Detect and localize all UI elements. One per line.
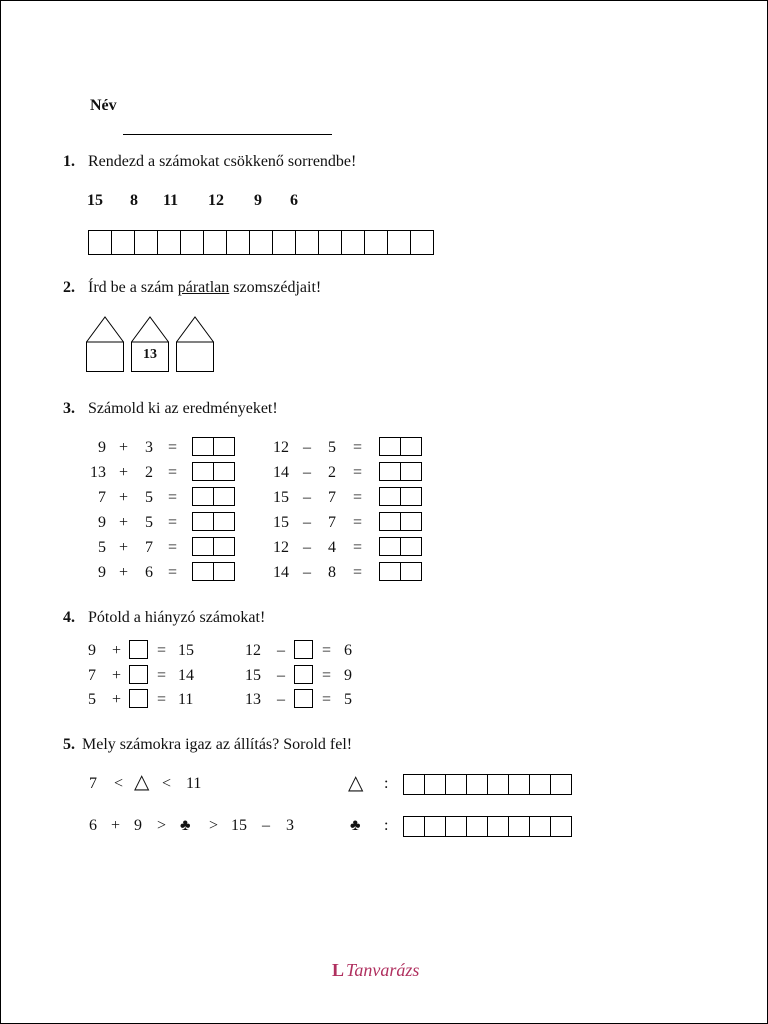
task5-text: Mely számokra igaz az állítás? Sorold fel! — [82, 736, 353, 753]
t3-answer-box[interactable] — [192, 562, 235, 581]
task1-number-item: 11 — [163, 192, 179, 209]
t5-line2-a: 6 — [89, 817, 97, 834]
t3-left-b: 2 — [145, 464, 153, 481]
t3-right-b: 2 — [328, 464, 336, 481]
answer-cell[interactable] — [403, 816, 425, 837]
task1-number-item: 6 — [290, 192, 298, 209]
answer-cell[interactable] — [487, 774, 509, 795]
t3-right-op: – — [303, 514, 311, 531]
t3-answer-box[interactable] — [379, 437, 422, 456]
club-answer-boxes[interactable] — [403, 816, 572, 837]
t3-right-op: – — [303, 489, 311, 506]
triangle-icon: △ — [134, 771, 150, 793]
task5-number: 5. — [63, 736, 75, 753]
task2-text-after: szomszédjait! — [229, 279, 322, 296]
t3-answer-box[interactable] — [192, 537, 235, 556]
t3-left-b: 7 — [145, 539, 153, 556]
t4-left-eq: = — [157, 667, 167, 684]
task1-text: Rendezd a számokat csökkenő sorrendbe! — [88, 153, 357, 170]
t3-right-a: 12 — [273, 439, 289, 456]
t3-right-b: 5 — [328, 439, 336, 456]
t4-right-op: – — [277, 691, 285, 708]
t3-answer-box[interactable] — [192, 487, 235, 506]
t4-right-r: 5 — [344, 691, 352, 708]
answer-cell[interactable] — [445, 774, 467, 795]
t3-right-eq: = — [353, 464, 363, 481]
task1-answer-boxes[interactable] — [88, 230, 434, 255]
triangle-label-icon: △ — [348, 772, 364, 794]
t4-missing-box[interactable] — [294, 689, 313, 710]
answer-cell[interactable] — [318, 230, 342, 255]
t4-right-eq: = — [322, 667, 332, 684]
t3-right-b: 7 — [328, 514, 336, 531]
t3-left-op: + — [119, 564, 129, 581]
t4-left-eq: = — [157, 691, 167, 708]
t4-right-r: 9 — [344, 667, 352, 684]
task3-text: Számold ki az eredményeket! — [88, 400, 278, 417]
t3-right-op: – — [303, 464, 311, 481]
t5-line2-gt1: > — [157, 817, 167, 834]
answer-cell[interactable] — [134, 230, 158, 255]
task2-text — [88, 279, 321, 297]
answer-cell[interactable] — [410, 230, 434, 255]
answer-cell[interactable] — [466, 816, 488, 837]
t4-left-r: 15 — [178, 642, 194, 659]
t4-right-a: 12 — [245, 642, 261, 659]
answer-cell[interactable] — [508, 774, 530, 795]
t4-right-eq: = — [322, 691, 332, 708]
answer-cell[interactable] — [466, 774, 488, 795]
t3-left-eq: = — [168, 439, 178, 456]
t3-answer-box[interactable] — [192, 437, 235, 456]
t3-right-a: 14 — [273, 564, 289, 581]
t5-line1-colon: : — [384, 775, 389, 792]
t5-line2-c: 15 — [231, 817, 247, 834]
t3-right-a: 12 — [273, 539, 289, 556]
t3-answer-box[interactable] — [379, 512, 422, 531]
t3-left-b: 3 — [145, 439, 153, 456]
t3-left-eq: = — [168, 539, 178, 556]
t4-right-op: – — [277, 642, 285, 659]
t3-left-a: 5 — [98, 539, 106, 556]
t3-left-op: + — [119, 539, 129, 556]
task1-number-item: 9 — [254, 192, 262, 209]
answer-cell[interactable] — [203, 230, 227, 255]
answer-cell[interactable] — [295, 230, 319, 255]
t4-left-op: + — [112, 667, 122, 684]
t4-left-op: + — [112, 691, 122, 708]
t5-line1-lt1: < — [114, 775, 124, 792]
club-icon: ♣ — [180, 817, 191, 834]
t3-answer-box[interactable] — [379, 487, 422, 506]
name-label: Név — [90, 97, 117, 114]
t5-line1-b: 11 — [186, 775, 202, 792]
t4-left-r: 11 — [178, 691, 194, 708]
t3-right-a: 15 — [273, 514, 289, 531]
answer-cell[interactable] — [529, 816, 551, 837]
t4-missing-box[interactable] — [129, 689, 148, 710]
t3-left-a: 13 — [90, 464, 106, 481]
t3-left-op: + — [119, 439, 129, 456]
task1-number-item: 15 — [87, 192, 103, 209]
t3-left-a: 9 — [98, 439, 106, 456]
triangle-answer-boxes[interactable] — [403, 774, 572, 795]
t3-answer-box[interactable] — [379, 562, 422, 581]
t3-right-op: – — [303, 439, 311, 456]
t4-right-a: 13 — [245, 691, 261, 708]
t4-right-r: 6 — [344, 642, 352, 659]
t3-right-a: 14 — [273, 464, 289, 481]
club-label-icon: ♣ — [350, 817, 361, 834]
answer-cell[interactable] — [88, 230, 112, 255]
t3-left-a: 9 — [98, 564, 106, 581]
task2-number: 2. — [63, 279, 75, 296]
t5-line2-gt2: > — [209, 817, 219, 834]
t3-left-eq: = — [168, 514, 178, 531]
answer-cell[interactable] — [487, 816, 509, 837]
t4-left-r: 14 — [178, 667, 194, 684]
house-right[interactable] — [176, 316, 214, 372]
t3-right-op: – — [303, 564, 311, 581]
answer-cell[interactable] — [111, 230, 135, 255]
t4-left-op: + — [112, 642, 122, 659]
t3-right-eq: = — [353, 489, 363, 506]
t5-line2-b: 9 — [134, 817, 142, 834]
answer-cell[interactable] — [341, 230, 365, 255]
t3-left-b: 5 — [145, 489, 153, 506]
t3-answer-box[interactable] — [379, 462, 422, 481]
t3-left-b: 5 — [145, 514, 153, 531]
task2-text-underlined: páratlan — [177, 279, 230, 296]
t4-left-a: 9 — [88, 642, 96, 659]
task1-number: 1. — [63, 153, 75, 170]
t4-right-a: 15 — [245, 667, 261, 684]
t3-left-eq: = — [168, 464, 178, 481]
t4-right-op: – — [277, 667, 285, 684]
t4-missing-box[interactable] — [129, 665, 148, 686]
t3-right-eq: = — [353, 439, 363, 456]
t3-right-op: – — [303, 539, 311, 556]
t3-right-eq: = — [353, 539, 363, 556]
answer-cell[interactable] — [387, 230, 411, 255]
t3-right-a: 15 — [273, 489, 289, 506]
task1-number-item: 8 — [130, 192, 138, 209]
t5-line1-lt2: < — [162, 775, 172, 792]
t5-line2-op: + — [111, 817, 121, 834]
t3-left-op: + — [119, 489, 129, 506]
t5-line2-op2: – — [262, 817, 270, 834]
t3-right-b: 7 — [328, 489, 336, 506]
t3-right-b: 8 — [328, 564, 336, 581]
house-middle-number: 13 — [143, 347, 157, 362]
answer-cell[interactable] — [508, 816, 530, 837]
task2-text-before: Írd be a szám — [88, 279, 178, 296]
house-middle — [131, 316, 169, 372]
t3-right-b: 4 — [328, 539, 336, 556]
answer-cell[interactable] — [364, 230, 388, 255]
t4-missing-box[interactable] — [129, 640, 148, 661]
t4-left-a: 5 — [88, 691, 96, 708]
t3-answer-box[interactable] — [379, 537, 422, 556]
answer-cell[interactable] — [424, 816, 446, 837]
task4-text: Pótold a hiányzó számokat! — [88, 609, 266, 626]
answer-cell[interactable] — [272, 230, 296, 255]
answer-cell[interactable] — [445, 816, 467, 837]
logo-text: Tanvarázs — [346, 960, 420, 980]
t3-left-op: + — [119, 464, 129, 481]
answer-cell[interactable] — [403, 774, 425, 795]
answer-cell[interactable] — [157, 230, 181, 255]
t5-line2-colon: : — [384, 817, 389, 834]
t4-left-a: 7 — [88, 667, 96, 684]
answer-cell[interactable] — [180, 230, 204, 255]
task4-number: 4. — [63, 609, 75, 626]
answer-cell[interactable] — [550, 816, 572, 837]
t4-right-eq: = — [322, 642, 332, 659]
t4-left-eq: = — [157, 642, 167, 659]
task1-number-item: 12 — [208, 192, 224, 209]
t3-left-a: 7 — [98, 489, 106, 506]
house-left[interactable] — [86, 316, 124, 372]
t3-left-op: + — [119, 514, 129, 531]
answer-cell[interactable] — [249, 230, 273, 255]
answer-cell[interactable] — [424, 774, 446, 795]
answer-cell[interactable] — [550, 774, 572, 795]
t3-right-eq: = — [353, 514, 363, 531]
t4-missing-box[interactable] — [294, 640, 313, 661]
t5-line2-d: 3 — [286, 817, 294, 834]
t3-left-b: 6 — [145, 564, 153, 581]
logo-mark: L — [332, 960, 345, 980]
t3-left-a: 9 — [98, 514, 106, 531]
tanvarazs-logo — [332, 960, 419, 981]
t4-missing-box[interactable] — [294, 665, 313, 686]
t3-left-eq: = — [168, 564, 178, 581]
t3-right-eq: = — [353, 564, 363, 581]
t5-line1-a: 7 — [89, 775, 97, 792]
t3-answer-box[interactable] — [192, 462, 235, 481]
name-line[interactable] — [123, 134, 332, 135]
answer-cell[interactable] — [226, 230, 250, 255]
t3-left-eq: = — [168, 489, 178, 506]
task3-number: 3. — [63, 400, 75, 417]
answer-cell[interactable] — [529, 774, 551, 795]
t3-answer-box[interactable] — [192, 512, 235, 531]
